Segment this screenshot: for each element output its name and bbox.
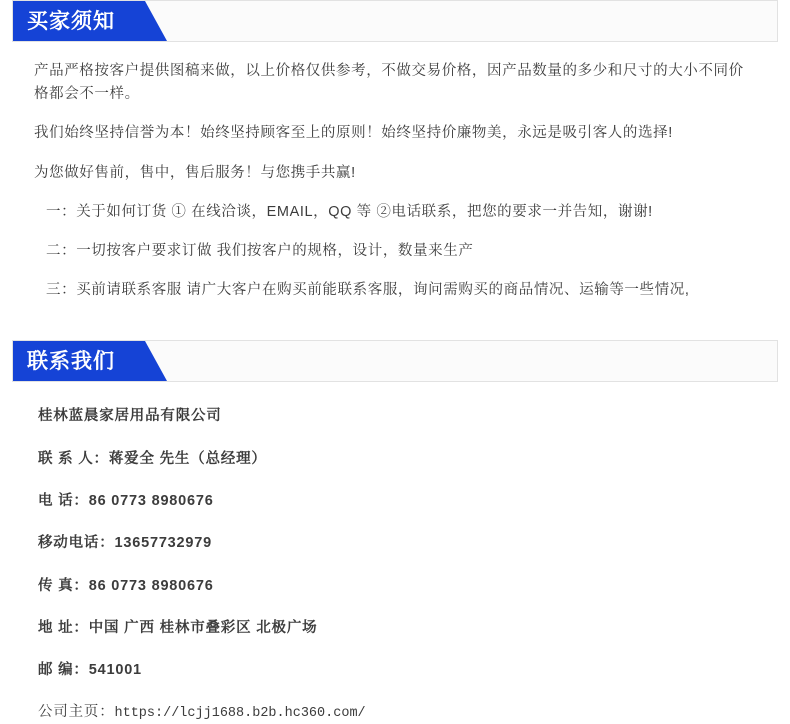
- contact-row-fax: [38, 576, 790, 596]
- contact-label-fax: 传 真：: [38, 577, 89, 594]
- contact-row-homepage: [38, 702, 790, 724]
- contact-value-mobile: 13657732979: [114, 535, 213, 552]
- notice-line: 为您做好售前，售中，售后服务！与您携手共赢!: [34, 164, 356, 181]
- contact-value-fax: 86 0773 8980676: [88, 577, 214, 594]
- buyer-notice-body: [12, 42, 778, 326]
- contact-label-address: 地 址：: [38, 619, 89, 636]
- section-tab-buyer-notice: [13, 1, 145, 41]
- contact-row-mobile: [38, 533, 790, 553]
- notice-line: 二：一切按客户要求订做 我们按客户的规格，设计，数量来生产: [46, 242, 474, 259]
- contact-value-zipcode: 541001: [88, 662, 142, 679]
- notice-line: 我们始终坚持信誉为本！始终坚持顾客至上的原则！始终坚持价廉物美，永远是吸引客人的选择!: [34, 125, 673, 142]
- section-tab-contact-us: [13, 341, 145, 381]
- notice-line: 产品严格按客户提供图稿来做，以上价格仅供参考，不做交易价格，因产品数量的多少和尺寸的大小不同价格都会不一样。: [34, 63, 744, 103]
- contact-value-address: 中国 广西 桂林市叠彩区 北极广场: [88, 619, 318, 636]
- contact-label-mobile: 移动电话：: [38, 535, 115, 552]
- section-spacer: [0, 326, 790, 340]
- section-header-buyer-notice: [12, 0, 778, 42]
- section-buyer-notice: [12, 0, 778, 326]
- contact-row-zipcode: [38, 660, 790, 680]
- contact-row-phone: [38, 491, 790, 511]
- section-title-contact-us: 联系我们: [27, 349, 115, 373]
- notice-line: 一：关于如何订货 ① 在线洽谈，EMAIL，QQ 等 ②电话联系，把您的要求一并告知，谢谢!: [46, 203, 653, 220]
- contact-label-zipcode: 邮 编：: [38, 662, 89, 679]
- contact-row-person: [38, 449, 790, 469]
- contact-value-phone: 86 0773 8980676: [88, 492, 214, 509]
- section-contact-us: [12, 340, 778, 382]
- tab-slant-decoration: [145, 1, 167, 41]
- contact-company-name: 桂林蓝晨家居用品有限公司: [38, 408, 222, 425]
- section-header-contact-us: [12, 340, 778, 382]
- section-title-buyer-notice: 买家须知: [27, 9, 115, 33]
- notice-line: 三：买前请联系客服 请广大客户在购买前能联系客服，询问需购买的商品情况、运输等一些情况,: [46, 282, 690, 299]
- company-homepage-link[interactable]: https://lcjj1688.b2b.hc360.com/: [114, 706, 366, 722]
- contact-value-person: 蒋爱全 先生（总经理）: [108, 450, 267, 467]
- contact-body: [0, 382, 790, 724]
- contact-label-homepage: 公司主页：: [38, 704, 115, 721]
- contact-label-person: 联 系 人：: [38, 450, 109, 467]
- contact-row-address: [38, 618, 790, 638]
- tab-slant-decoration: [145, 341, 167, 381]
- contact-label-phone: 电 话：: [38, 492, 89, 509]
